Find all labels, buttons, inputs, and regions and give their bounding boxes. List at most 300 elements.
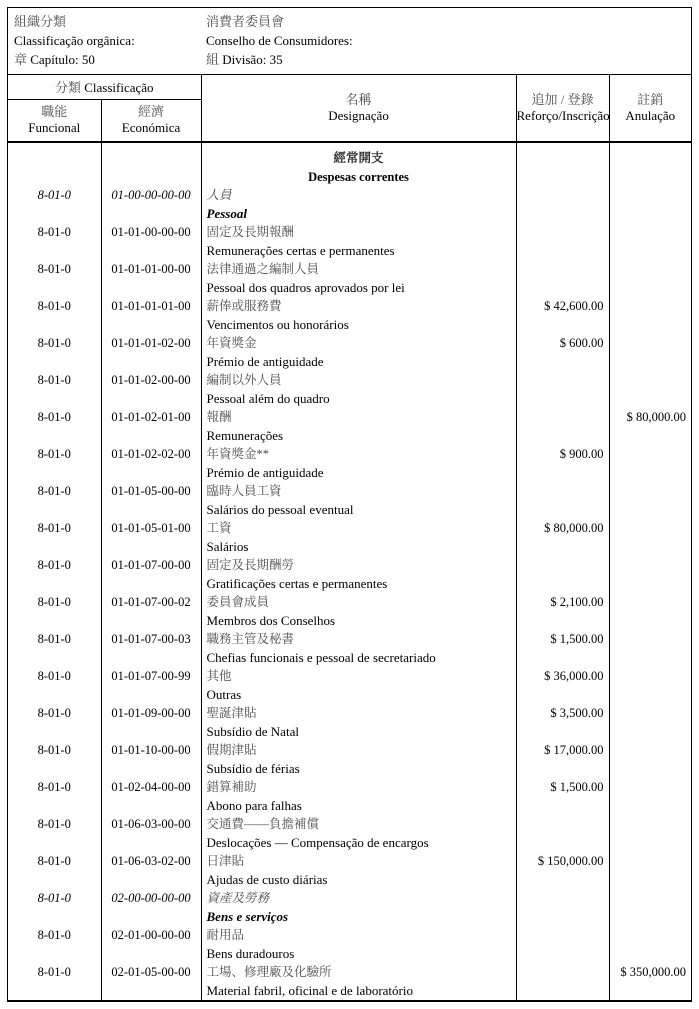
entry-line-pt [8, 538, 691, 557]
funcional-code [8, 871, 101, 890]
economica-code [101, 279, 201, 298]
entry-line-zh [8, 334, 691, 353]
anulacao-amount [609, 612, 691, 631]
funcional-code: 8-01-0 [8, 408, 101, 427]
reforco-amount: $ 3,500.00 [516, 704, 609, 723]
entry-line-pt [8, 834, 691, 853]
entry-line-zh [8, 482, 691, 501]
designacao-pt: Membros dos Conselhos [201, 612, 516, 631]
anulacao-amount [609, 353, 691, 372]
funcional-code: 8-01-0 [8, 297, 101, 316]
reforco-amount [516, 464, 609, 483]
anulacao-amount [609, 242, 691, 261]
reforco-amount [516, 205, 609, 224]
designacao-pt: Salários do pessoal eventual [201, 501, 516, 520]
economica-code [101, 945, 201, 964]
anulacao-amount [609, 593, 691, 612]
designacao-pt: Bens e serviços [201, 908, 516, 927]
funcional-code: 8-01-0 [8, 482, 101, 501]
table-body [8, 142, 691, 1000]
anulacao-amount [609, 390, 691, 409]
anulacao-amount [609, 797, 691, 816]
economica-code [101, 390, 201, 409]
entry-line-zh [8, 667, 691, 686]
entry-line-zh [8, 963, 691, 982]
section-title-row-pt [8, 168, 691, 187]
reforco-amount: $ 1,500.00 [516, 630, 609, 649]
anulacao-amount [609, 464, 691, 483]
reforco-label-zh: 追加 / 登錄 [531, 92, 594, 107]
economica-code: 01-01-10-00-00 [101, 741, 201, 760]
classification-label-pt: Classificação [84, 80, 154, 96]
anulacao-amount: $ 80,000.00 [626, 410, 686, 424]
reforco-amount [516, 889, 609, 908]
reforco-amount [516, 142, 609, 168]
budget-table [8, 75, 691, 1000]
division-label-zh: 組 [206, 52, 220, 67]
funcional-code [8, 686, 101, 705]
funcional-code [8, 760, 101, 779]
table-header [8, 75, 691, 142]
reforco-amount [516, 723, 609, 742]
economica-code: 01-01-07-00-99 [101, 667, 201, 686]
chapter-line [14, 50, 201, 69]
designacao-zh: 法律通過之編制人員 [201, 260, 516, 279]
reforco-amount [516, 926, 609, 945]
anulacao-amount [609, 778, 691, 797]
reforco-amount [516, 186, 609, 205]
designacao-label-pt: Designação [328, 108, 389, 123]
entry-line-pt [8, 353, 691, 372]
entry-line-pt [8, 649, 691, 668]
economica-code: 01-01-02-02-00 [101, 445, 201, 464]
entry-line-zh [8, 260, 691, 279]
funcional-label-zh: 職能 [41, 104, 68, 120]
anulacao-amount [609, 205, 691, 224]
reforco-amount: $ 80,000.00 [516, 519, 609, 538]
reforco-amount: $ 2,100.00 [516, 593, 609, 612]
funcional-code [8, 501, 101, 520]
reforco-amount [516, 223, 609, 242]
entry-line-pt [8, 501, 691, 520]
anulacao-amount [609, 316, 691, 335]
designacao-pt: Remunerações [201, 427, 516, 446]
designacao-pt: Chefias funcionais e pessoal de secretariado [201, 649, 516, 668]
economica-code: 01-01-01-00-00 [101, 260, 201, 279]
economica-code: 02-00-00-00-00 [101, 889, 201, 908]
designacao-pt: Pessoal além do quadro [201, 390, 516, 409]
funcional-code [8, 279, 101, 298]
anulacao-amount [609, 945, 691, 964]
entry-line-pt [8, 982, 691, 1001]
funcional-code [8, 945, 101, 964]
economica-code [101, 142, 201, 168]
funcional-code: 8-01-0 [8, 556, 101, 575]
anulacao-amount [609, 260, 691, 279]
funcional-code [8, 723, 101, 742]
budget-document [7, 7, 692, 1002]
designacao-zh: 固定及長期報酬 [201, 223, 516, 242]
funcional-code: 8-01-0 [8, 741, 101, 760]
entry-line-zh [8, 889, 691, 908]
classification-group-header [8, 75, 201, 99]
economica-label-pt: Económica [121, 120, 181, 136]
funcional-code [8, 142, 101, 168]
funcional-code [8, 205, 101, 224]
anulacao-amount [609, 501, 691, 520]
anulacao-amount: $ 350,000.00 [620, 965, 686, 979]
economica-code: 01-01-02-00-00 [101, 371, 201, 390]
economica-code: 01-01-01-01-00 [101, 297, 201, 316]
funcional-code [8, 797, 101, 816]
designacao-pt: Deslocações — Compensação de encargos [201, 834, 516, 853]
designacao-pt: Remunerações certas e permanentes [201, 242, 516, 261]
funcional-code [8, 612, 101, 631]
designacao-zh: 職務主管及秘書 [201, 630, 516, 649]
entry-line-zh [8, 297, 691, 316]
reforco-amount [516, 279, 609, 298]
economica-code [101, 501, 201, 520]
reforco-amount [516, 168, 609, 187]
anulacao-amount [609, 334, 691, 353]
entry-line-zh [8, 223, 691, 242]
funcional-code [8, 908, 101, 927]
reforco-label-pt: Reforço/Inscrição [516, 108, 610, 123]
reforco-amount [516, 482, 609, 501]
economica-code [101, 871, 201, 890]
designacao-pt: Ajudas de custo diárias [201, 871, 516, 890]
funcional-header [8, 99, 101, 142]
entry-line-pt [8, 575, 691, 594]
economica-code: 01-06-03-02-00 [101, 852, 201, 871]
designacao-zh: 年資獎金** [201, 445, 516, 464]
anulacao-amount [609, 142, 691, 168]
entry-line-pt [8, 760, 691, 779]
reforco-amount [516, 612, 609, 631]
economica-code: 01-01-00-00-00 [101, 223, 201, 242]
designacao-zh: 聖誕津貼 [201, 704, 516, 723]
economica-code: 02-01-00-00-00 [101, 926, 201, 945]
designacao-zh: 委員會成員 [201, 593, 516, 612]
economica-code [101, 464, 201, 483]
reforco-amount: $ 150,000.00 [516, 852, 609, 871]
funcional-code [8, 649, 101, 668]
anulacao-label-pt: Anulação [625, 108, 676, 123]
designacao-pt: Outras [201, 686, 516, 705]
anulacao-amount [609, 852, 691, 871]
designacao-zh: 交通費——負擔補償 [201, 815, 516, 834]
reforco-amount [516, 834, 609, 853]
economica-code [101, 168, 201, 187]
anulacao-amount [609, 556, 691, 575]
council-title-zh: 消費者委員會 [206, 14, 285, 29]
funcional-code [8, 982, 101, 1001]
section-title-zh: 經常開支 [201, 142, 516, 168]
reforco-amount: $ 36,000.00 [516, 667, 609, 686]
reforco-amount [516, 797, 609, 816]
reforco-amount [516, 945, 609, 964]
entry-line-pt [8, 390, 691, 409]
anulacao-amount [609, 482, 691, 501]
anulacao-amount [609, 427, 691, 446]
economica-code: 01-01-01-02-00 [101, 334, 201, 353]
division-label-pt: Divisão: 35 [222, 52, 283, 67]
economica-code: 01-01-07-00-02 [101, 593, 201, 612]
designacao-pt: Abono para falhas [201, 797, 516, 816]
funcional-code [8, 464, 101, 483]
entry-line-pt [8, 723, 691, 742]
economica-code: 01-02-04-00-00 [101, 778, 201, 797]
anulacao-amount [609, 741, 691, 760]
anulacao-amount [609, 982, 691, 1001]
funcional-code: 8-01-0 [8, 630, 101, 649]
designacao-pt: Material fabril, oficinal e de laboratório [201, 982, 516, 1001]
funcional-code: 8-01-0 [8, 815, 101, 834]
designacao-label-zh: 名稱 [345, 92, 372, 107]
reforco-amount [516, 760, 609, 779]
reforco-amount: $ 900.00 [516, 445, 609, 464]
economica-code [101, 649, 201, 668]
entry-line-zh [8, 556, 691, 575]
funcional-code: 8-01-0 [8, 371, 101, 390]
anulacao-amount [609, 686, 691, 705]
economica-code: 01-01-07-00-00 [101, 556, 201, 575]
economica-code [101, 908, 201, 927]
anulacao-amount [609, 723, 691, 742]
economica-code: 02-01-05-00-00 [101, 963, 201, 982]
funcional-code [8, 834, 101, 853]
reforco-amount [516, 649, 609, 668]
consumer-council-block [201, 12, 691, 69]
entry-line-pt [8, 612, 691, 631]
designacao-zh: 錯算補助 [201, 778, 516, 797]
header-row-1 [8, 75, 691, 99]
designacao-zh: 耐用品 [201, 926, 516, 945]
anulacao-label-zh: 註銷 [637, 92, 664, 107]
entry-line-pt [8, 464, 691, 483]
funcional-code: 8-01-0 [8, 334, 101, 353]
section-title-pt: Despesas correntes [201, 168, 516, 187]
economica-code: 01-01-02-01-00 [101, 408, 201, 427]
anulacao-amount [609, 297, 691, 316]
anulacao-amount [609, 223, 691, 242]
reforco-amount [516, 686, 609, 705]
entry-line-zh [8, 593, 691, 612]
chapter-label-pt: Capítulo: 50 [30, 52, 95, 67]
entry-line-pt [8, 242, 691, 261]
funcional-code: 8-01-0 [8, 519, 101, 538]
org-classification-title-zh: 組織分類 [14, 14, 67, 29]
funcional-code: 8-01-0 [8, 260, 101, 279]
anulacao-amount [609, 519, 691, 538]
anulacao-amount [609, 538, 691, 557]
funcional-code: 8-01-0 [8, 667, 101, 686]
anulacao-header [609, 75, 691, 142]
designacao-header [201, 75, 516, 142]
funcional-code: 8-01-0 [8, 852, 101, 871]
reforco-amount [516, 371, 609, 390]
designacao-pt: Prémio de antiguidade [201, 464, 516, 483]
economica-code: 01-06-03-00-00 [101, 815, 201, 834]
entry-line-zh [8, 704, 691, 723]
reforco-amount [516, 538, 609, 557]
entry-line-pt [8, 316, 691, 335]
economica-code [101, 205, 201, 224]
funcional-code: 8-01-0 [8, 445, 101, 464]
anulacao-amount [609, 815, 691, 834]
anulacao-amount [609, 279, 691, 298]
designacao-pt: Pessoal [201, 205, 516, 224]
designacao-zh: 報酬 [201, 408, 516, 427]
entry-line-pt [8, 279, 691, 298]
funcional-code [8, 316, 101, 335]
anulacao-amount [609, 667, 691, 686]
division-line [206, 50, 691, 69]
economica-code [101, 760, 201, 779]
funcional-code: 8-01-0 [8, 593, 101, 612]
funcional-code [8, 242, 101, 261]
designacao-pt: Gratificações certas e permanentes [201, 575, 516, 594]
anulacao-amount [609, 834, 691, 853]
entry-line-zh [8, 519, 691, 538]
funcional-code: 8-01-0 [8, 889, 101, 908]
economica-code: 01-00-00-00-00 [101, 186, 201, 205]
designacao-zh: 年資獎金 [201, 334, 516, 353]
entry-line-zh [8, 741, 691, 760]
entry-line-zh [8, 778, 691, 797]
funcional-code [8, 353, 101, 372]
reforco-amount: $ 1,500.00 [516, 778, 609, 797]
economica-code [101, 242, 201, 261]
document-header [8, 8, 691, 75]
reforco-amount [516, 353, 609, 372]
reforco-amount [516, 815, 609, 834]
anulacao-amount [609, 445, 691, 464]
funcional-code: 8-01-0 [8, 926, 101, 945]
reforco-amount [516, 556, 609, 575]
designacao-zh: 工場、修理廠及化驗所 [201, 963, 516, 982]
economica-code [101, 686, 201, 705]
designacao-zh: 編制以外人員 [201, 371, 516, 390]
economica-code [101, 575, 201, 594]
reforco-amount: $ 42,600.00 [516, 297, 609, 316]
designacao-pt: Pessoal dos quadros aprovados por lei [201, 279, 516, 298]
anulacao-amount [609, 575, 691, 594]
entry-line-zh [8, 815, 691, 834]
org-classification-title-pt: Classificação orgânica: [14, 33, 135, 48]
funcional-code: 8-01-0 [8, 223, 101, 242]
entry-line-pt [8, 797, 691, 816]
reforco-amount [516, 963, 609, 982]
reforco-amount [516, 316, 609, 335]
reforco-amount [516, 242, 609, 261]
economica-code: 01-01-05-01-00 [101, 519, 201, 538]
designacao-pt: Vencimentos ou honorários [201, 316, 516, 335]
economica-code [101, 353, 201, 372]
economica-code: 01-01-09-00-00 [101, 704, 201, 723]
funcional-code [8, 168, 101, 187]
funcional-code: 8-01-0 [8, 704, 101, 723]
reforco-amount [516, 408, 609, 427]
economica-code [101, 427, 201, 446]
reforco-amount [516, 427, 609, 446]
funcional-code [8, 390, 101, 409]
funcional-code: 8-01-0 [8, 186, 101, 205]
economica-label-zh: 經濟 [138, 104, 165, 120]
anulacao-amount [609, 704, 691, 723]
entry-line-zh [8, 408, 691, 427]
reforco-amount [516, 982, 609, 1001]
entry-line-zh [8, 926, 691, 945]
economica-code [101, 834, 201, 853]
entry-line-pt [8, 427, 691, 446]
anulacao-amount [609, 871, 691, 890]
classification-label-zh: 分類 [54, 80, 81, 96]
economica-code [101, 612, 201, 631]
anulacao-amount [609, 649, 691, 668]
reforco-header [516, 75, 609, 142]
anulacao-amount [609, 760, 691, 779]
entry-line-zh [8, 852, 691, 871]
economica-code [101, 316, 201, 335]
section-title-row-zh [8, 142, 691, 168]
designacao-pt: Prémio de antiguidade [201, 353, 516, 372]
designacao-zh: 工資 [201, 519, 516, 538]
reforco-amount [516, 501, 609, 520]
reforco-amount [516, 871, 609, 890]
entry-line-pt [8, 205, 691, 224]
economica-code: 01-01-07-00-03 [101, 630, 201, 649]
economica-header [101, 99, 201, 142]
anulacao-amount [609, 926, 691, 945]
reforco-amount [516, 575, 609, 594]
reforco-amount [516, 390, 609, 409]
designacao-pt: Salários [201, 538, 516, 557]
reforco-amount: $ 600.00 [516, 334, 609, 353]
funcional-code [8, 427, 101, 446]
anulacao-amount [609, 168, 691, 187]
anulacao-amount [609, 630, 691, 649]
designacao-zh: 資產及勞務 [201, 889, 516, 908]
entry-line-pt [8, 945, 691, 964]
entry-line-zh [8, 186, 691, 205]
designacao-zh: 人員 [201, 186, 516, 205]
economica-code [101, 982, 201, 1001]
chapter-label-zh: 章 [14, 52, 28, 67]
designacao-zh: 日津貼 [201, 852, 516, 871]
org-classification-block [8, 12, 201, 69]
reforco-amount: $ 17,000.00 [516, 741, 609, 760]
anulacao-amount [609, 186, 691, 205]
funcional-code: 8-01-0 [8, 963, 101, 982]
anulacao-amount [609, 889, 691, 908]
entry-line-pt [8, 871, 691, 890]
reforco-amount [516, 908, 609, 927]
entry-line-pt [8, 686, 691, 705]
economica-code [101, 723, 201, 742]
entry-line-zh [8, 371, 691, 390]
anulacao-amount [609, 371, 691, 390]
designacao-zh: 假期津貼 [201, 741, 516, 760]
entry-line-zh [8, 445, 691, 464]
funcional-label-pt: Funcional [28, 120, 81, 136]
designacao-zh: 臨時人員工資 [201, 482, 516, 501]
council-title-pt: Conselho de Consumidores: [206, 33, 353, 48]
designacao-pt: Subsídio de férias [201, 760, 516, 779]
designacao-zh: 固定及長期酬勞 [201, 556, 516, 575]
entry-line-zh [8, 630, 691, 649]
funcional-code [8, 538, 101, 557]
